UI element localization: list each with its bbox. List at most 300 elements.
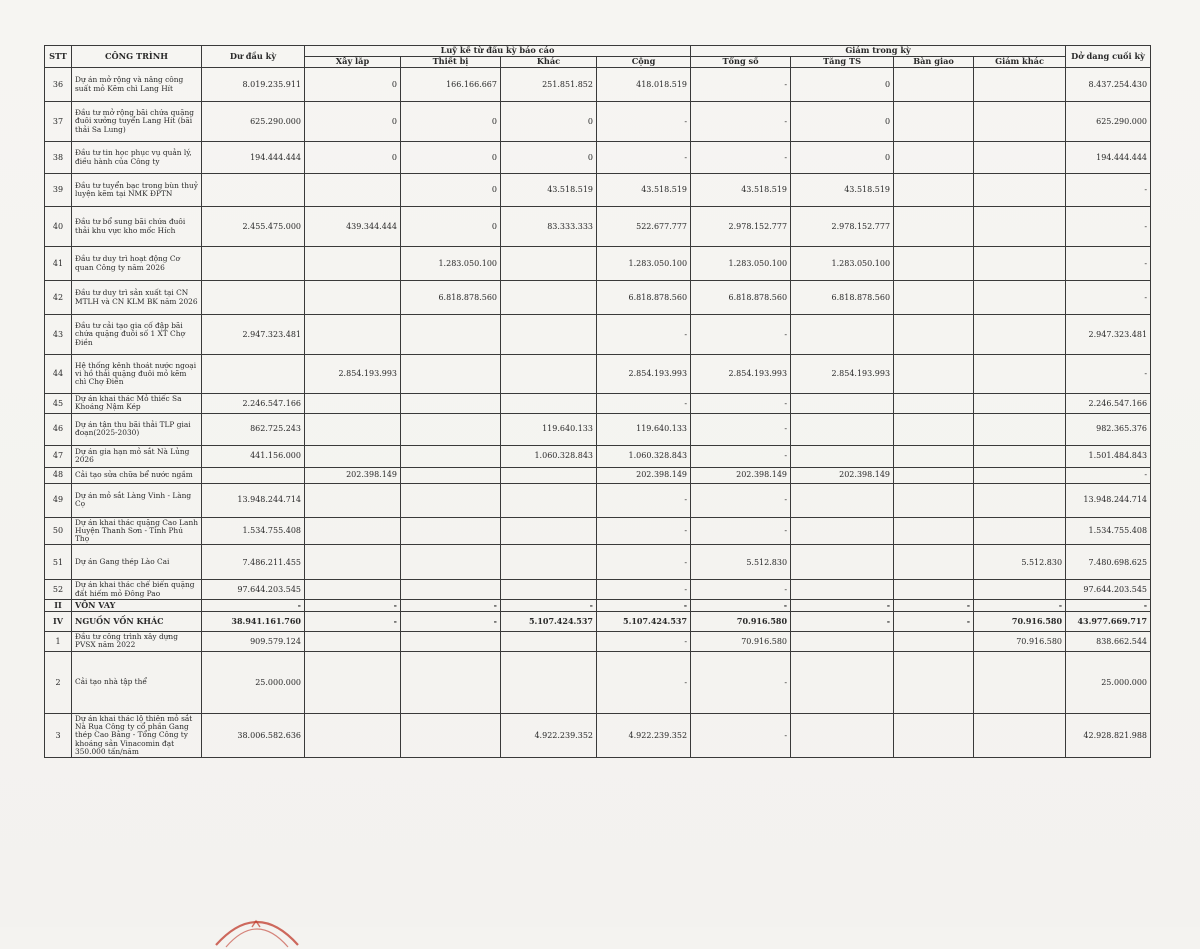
construction-cell: [305, 580, 401, 600]
equipment-cell: 0: [401, 174, 501, 207]
decrease-total-cell: -: [691, 713, 791, 757]
table-row: [45, 102, 1151, 142]
handover-cell: [894, 580, 974, 600]
handover-cell: [894, 142, 974, 174]
table-row: [45, 142, 1151, 174]
closing-balance-cell: 25.000.000: [1066, 651, 1151, 713]
other-cell: [501, 467, 597, 483]
equipment-cell: [401, 355, 501, 394]
closing-balance-cell: -: [1066, 247, 1151, 281]
handover-cell: [894, 545, 974, 580]
table-row: [45, 599, 1151, 611]
equipment-cell: [401, 413, 501, 445]
construction-cell: 2.854.193.993: [305, 355, 401, 394]
closing-balance-cell: 97.644.203.545: [1066, 580, 1151, 600]
table-row: [45, 68, 1151, 102]
asset-increase-cell: [791, 580, 894, 600]
stt-cell: 51: [45, 545, 72, 580]
construction-cell: [305, 413, 401, 445]
total-cell: 6.818.878.560: [597, 281, 691, 315]
project-name-cell: Dự án mỏ sắt Làng Vinh - Làng Cọ: [72, 483, 202, 517]
total-cell: -: [597, 651, 691, 713]
project-name-cell: Đầu tư cải tạo gia cố đập bãi chứa quặng đuôi số 1 XT Chợ Điền: [72, 315, 202, 355]
stt-cell: 36: [45, 68, 72, 102]
equipment-cell: [401, 713, 501, 757]
handover-cell: [894, 651, 974, 713]
opening-balance-cell: -: [202, 599, 305, 611]
table-row: [45, 394, 1151, 414]
other-decrease-cell: 5.512.830: [974, 545, 1066, 580]
opening-balance-cell: 862.725.243: [202, 413, 305, 445]
handover-cell: [894, 483, 974, 517]
decrease-total-cell: 2.854.193.993: [691, 355, 791, 394]
project-name-cell: Dự án khai thác quặng Cao Lanh Huyện Thanh Sơn - Tỉnh Phú Thọ: [72, 517, 202, 545]
decrease-total-cell: 202.398.149: [691, 467, 791, 483]
decrease-total-cell: 1.283.050.100: [691, 247, 791, 281]
closing-balance-cell: 1.501.484.843: [1066, 445, 1151, 467]
equipment-cell: [401, 315, 501, 355]
project-name-cell: Dự án khai thác chế biến quặng đất hiếm mỏ Đông Pao: [72, 580, 202, 600]
closing-balance-cell: -: [1066, 599, 1151, 611]
stt-cell: 44: [45, 355, 72, 394]
asset-increase-cell: [791, 445, 894, 467]
total-cell: -: [597, 580, 691, 600]
opening-balance-cell: 7.486.211.455: [202, 545, 305, 580]
handover-cell: [894, 281, 974, 315]
other-decrease-cell: [974, 281, 1066, 315]
equipment-cell: [401, 394, 501, 414]
equipment-cell: [401, 545, 501, 580]
handover-cell: [894, 174, 974, 207]
decrease-total-cell: -: [691, 483, 791, 517]
table-row: [45, 247, 1151, 281]
closing-balance-cell: 625.290.000: [1066, 102, 1151, 142]
opening-balance-cell: 38.006.582.636: [202, 713, 305, 757]
stt-cell: 46: [45, 413, 72, 445]
construction-cell: [305, 174, 401, 207]
closing-balance-cell: -: [1066, 467, 1151, 483]
total-cell: -: [597, 545, 691, 580]
total-cell: 5.107.424.537: [597, 612, 691, 632]
equipment-cell: 6.818.878.560: [401, 281, 501, 315]
closing-balance-cell: 2.246.547.166: [1066, 394, 1151, 414]
asset-increase-cell: [791, 413, 894, 445]
handover-cell: [894, 632, 974, 652]
asset-increase-cell: -: [791, 612, 894, 632]
decrease-total-cell: -: [691, 445, 791, 467]
project-name-cell: Dự án mở rộng và nâng công suất mỏ Kẽm chì Lang Hít: [72, 68, 202, 102]
header-thiet-bi: Thiết bị: [401, 57, 501, 68]
decrease-total-cell: -: [691, 517, 791, 545]
asset-increase-cell: 0: [791, 68, 894, 102]
other-decrease-cell: -: [974, 599, 1066, 611]
total-cell: 2.854.193.993: [597, 355, 691, 394]
other-decrease-cell: [974, 68, 1066, 102]
project-name-cell: Đầu tư duy trì sản xuất tại CN MTLH và CN KLM BK năm 2026: [72, 281, 202, 315]
total-cell: -: [597, 599, 691, 611]
stt-cell: 37: [45, 102, 72, 142]
table-row: [45, 545, 1151, 580]
other-cell: [501, 517, 597, 545]
decrease-total-cell: -: [691, 102, 791, 142]
project-name-cell: Đầu tư tuyển bạc trong bùn thuỷ luyện kẽm tại NMK ĐPTN: [72, 174, 202, 207]
decrease-total-cell: 5.512.830: [691, 545, 791, 580]
handover-cell: [894, 247, 974, 281]
other-cell: [501, 394, 597, 414]
asset-increase-cell: [791, 713, 894, 757]
equipment-cell: [401, 445, 501, 467]
table-row: [45, 207, 1151, 247]
construction-cell: [305, 445, 401, 467]
other-decrease-cell: [974, 651, 1066, 713]
stt-cell: 2: [45, 651, 72, 713]
equipment-cell: -: [401, 599, 501, 611]
asset-increase-cell: [791, 632, 894, 652]
closing-balance-cell: 838.662.544: [1066, 632, 1151, 652]
stt-cell: 42: [45, 281, 72, 315]
table-row: [45, 355, 1151, 394]
stt-cell: 39: [45, 174, 72, 207]
project-name-cell: NGUỒN VỐN KHÁC: [72, 612, 202, 632]
stt-cell: 45: [45, 394, 72, 414]
construction-ledger-table: [44, 45, 1151, 758]
table-row: [45, 315, 1151, 355]
opening-balance-cell: 2.246.547.166: [202, 394, 305, 414]
handover-cell: [894, 207, 974, 247]
equipment-cell: [401, 467, 501, 483]
asset-increase-cell: [791, 651, 894, 713]
closing-balance-cell: 2.947.323.481: [1066, 315, 1151, 355]
project-name-cell: Hệ thống kênh thoát nước ngoại vi hồ thải quặng đuôi mỏ kẽm chì Chợ Điền: [72, 355, 202, 394]
asset-increase-cell: [791, 483, 894, 517]
other-cell: [501, 632, 597, 652]
equipment-cell: [401, 483, 501, 517]
other-cell: 5.107.424.537: [501, 612, 597, 632]
closing-balance-cell: 982.365.376: [1066, 413, 1151, 445]
total-cell: -: [597, 632, 691, 652]
closing-balance-cell: -: [1066, 355, 1151, 394]
opening-balance-cell: [202, 247, 305, 281]
asset-increase-cell: [791, 394, 894, 414]
other-decrease-cell: [974, 580, 1066, 600]
opening-balance-cell: [202, 281, 305, 315]
other-cell: [501, 355, 597, 394]
construction-cell: [305, 651, 401, 713]
asset-increase-cell: 202.398.149: [791, 467, 894, 483]
other-cell: -: [501, 599, 597, 611]
equipment-cell: 0: [401, 207, 501, 247]
closing-balance-cell: 194.444.444: [1066, 142, 1151, 174]
closing-balance-cell: 1.534.755.408: [1066, 517, 1151, 545]
opening-balance-cell: 1.534.755.408: [202, 517, 305, 545]
construction-cell: [305, 713, 401, 757]
opening-balance-cell: [202, 174, 305, 207]
table-row: [45, 483, 1151, 517]
stt-cell: 3: [45, 713, 72, 757]
handover-cell: [894, 102, 974, 142]
opening-balance-cell: 8.019.235.911: [202, 68, 305, 102]
total-cell: -: [597, 102, 691, 142]
project-name-cell: Dự án Gang thép Lào Cai: [72, 545, 202, 580]
other-decrease-cell: [974, 142, 1066, 174]
header-cong-trinh: CÔNG TRÌNH: [72, 46, 202, 68]
decrease-total-cell: 43.518.519: [691, 174, 791, 207]
stt-cell: 48: [45, 467, 72, 483]
construction-cell: [305, 315, 401, 355]
stt-cell: 50: [45, 517, 72, 545]
other-decrease-cell: [974, 467, 1066, 483]
project-name-cell: Đầu tư bổ sung bãi chứa đuôi thải khu vực kho mốc Hích: [72, 207, 202, 247]
other-decrease-cell: 70.916.580: [974, 612, 1066, 632]
opening-balance-cell: 2.947.323.481: [202, 315, 305, 355]
other-cell: 4.922.239.352: [501, 713, 597, 757]
equipment-cell: [401, 517, 501, 545]
asset-increase-cell: 0: [791, 142, 894, 174]
opening-balance-cell: 194.444.444: [202, 142, 305, 174]
construction-cell: 202.398.149: [305, 467, 401, 483]
table-row: [45, 413, 1151, 445]
project-name-cell: Dự án khai thác Mỏ thiếc Sa Khoáng Nậm Kép: [72, 394, 202, 414]
closing-balance-cell: 7.480.698.625: [1066, 545, 1151, 580]
decrease-total-cell: 6.818.878.560: [691, 281, 791, 315]
header-tong-so: Tổng số: [691, 57, 791, 68]
handover-cell: [894, 315, 974, 355]
handover-cell: -: [894, 599, 974, 611]
other-decrease-cell: [974, 713, 1066, 757]
total-cell: 202.398.149: [597, 467, 691, 483]
table-row: [45, 445, 1151, 467]
other-cell: 83.333.333: [501, 207, 597, 247]
decrease-total-cell: -: [691, 394, 791, 414]
total-cell: -: [597, 142, 691, 174]
other-cell: 0: [501, 102, 597, 142]
construction-cell: [305, 281, 401, 315]
opening-balance-cell: 25.000.000: [202, 651, 305, 713]
project-name-cell: Dự án tận thu bãi thải TLP giai đoạn(2025-2030): [72, 413, 202, 445]
construction-cell: -: [305, 612, 401, 632]
decrease-total-cell: -: [691, 413, 791, 445]
stt-cell: II: [45, 599, 72, 611]
total-cell: 1.283.050.100: [597, 247, 691, 281]
project-name-cell: Đầu tư tin học phục vụ quản lý, điều hành của Công ty: [72, 142, 202, 174]
other-cell: [501, 651, 597, 713]
other-cell: 0: [501, 142, 597, 174]
total-cell: -: [597, 315, 691, 355]
equipment-cell: 0: [401, 142, 501, 174]
other-decrease-cell: [974, 355, 1066, 394]
other-decrease-cell: 70.916.580: [974, 632, 1066, 652]
closing-balance-cell: 8.437.254.430: [1066, 68, 1151, 102]
header-xay-lap: Xây lắp: [305, 57, 401, 68]
header-ban-giao: Bàn giao: [894, 57, 974, 68]
header-do-dang-cuoi-ky: Dở dang cuối kỳ: [1066, 46, 1151, 68]
decrease-total-cell: 70.916.580: [691, 612, 791, 632]
table-row: [45, 651, 1151, 713]
total-cell: 4.922.239.352: [597, 713, 691, 757]
table-row: [45, 281, 1151, 315]
construction-cell: 0: [305, 142, 401, 174]
stt-cell: 43: [45, 315, 72, 355]
total-cell: 418.018.519: [597, 68, 691, 102]
equipment-cell: [401, 580, 501, 600]
stt-cell: 38: [45, 142, 72, 174]
project-name-cell: VỐN VAY: [72, 599, 202, 611]
header-stt: STT: [45, 46, 72, 68]
header-luy-ke: Luỹ kế từ đầu kỳ báo cáo: [305, 46, 691, 57]
header-tang-ts: Tăng TS: [791, 57, 894, 68]
closing-balance-cell: -: [1066, 174, 1151, 207]
handover-cell: [894, 467, 974, 483]
header-cong: Cộng: [597, 57, 691, 68]
decrease-total-cell: -: [691, 580, 791, 600]
equipment-cell: 166.166.667: [401, 68, 501, 102]
equipment-cell: [401, 632, 501, 652]
asset-increase-cell: -: [791, 599, 894, 611]
other-cell: 1.060.328.843: [501, 445, 597, 467]
table-row: [45, 517, 1151, 545]
other-decrease-cell: [974, 174, 1066, 207]
ledger-body: [45, 68, 1151, 758]
opening-balance-cell: [202, 467, 305, 483]
stt-cell: 52: [45, 580, 72, 600]
handover-cell: [894, 355, 974, 394]
construction-cell: [305, 517, 401, 545]
stt-cell: 49: [45, 483, 72, 517]
other-cell: [501, 247, 597, 281]
other-decrease-cell: [974, 394, 1066, 414]
construction-cell: [305, 632, 401, 652]
other-cell: [501, 483, 597, 517]
construction-cell: -: [305, 599, 401, 611]
equipment-cell: [401, 651, 501, 713]
project-name-cell: Dự án gia hạn mỏ sắt Nà Lủng 2026: [72, 445, 202, 467]
other-cell: [501, 580, 597, 600]
other-decrease-cell: [974, 207, 1066, 247]
total-cell: 43.518.519: [597, 174, 691, 207]
other-decrease-cell: [974, 483, 1066, 517]
closing-balance-cell: 42.928.821.988: [1066, 713, 1151, 757]
construction-cell: 0: [305, 102, 401, 142]
construction-cell: [305, 483, 401, 517]
asset-increase-cell: [791, 517, 894, 545]
stt-cell: 1: [45, 632, 72, 652]
handover-cell: [894, 68, 974, 102]
table-row: [45, 174, 1151, 207]
construction-cell: [305, 394, 401, 414]
total-cell: 1.060.328.843: [597, 445, 691, 467]
construction-cell: [305, 545, 401, 580]
header-giam-khac: Giảm khác: [974, 57, 1066, 68]
opening-balance-cell: 441.156.000: [202, 445, 305, 467]
project-name-cell: Đầu tư công trình xây dựng PVSX năm 2022: [72, 632, 202, 652]
other-decrease-cell: [974, 315, 1066, 355]
table-row: [45, 580, 1151, 600]
other-cell: [501, 315, 597, 355]
stt-cell: 47: [45, 445, 72, 467]
project-name-cell: Đầu tư mở rộng bãi chứa quặng đuôi xưởng tuyển Lang Hít (bãi thải Sa Lung): [72, 102, 202, 142]
project-name-cell: Dự án khai thác lộ thiên mỏ sắt Nà Rụa Công ty cổ phần Gang thép Cao Bằng - Tổng Công ty khoáng sản Vinacomin đạt 350.000 tấn/năm: [72, 713, 202, 757]
other-cell: 43.518.519: [501, 174, 597, 207]
other-decrease-cell: [974, 413, 1066, 445]
other-cell: [501, 281, 597, 315]
total-cell: 522.677.777: [597, 207, 691, 247]
equipment-cell: -: [401, 612, 501, 632]
decrease-total-cell: -: [691, 142, 791, 174]
stt-cell: 40: [45, 207, 72, 247]
stt-cell: 41: [45, 247, 72, 281]
total-cell: 119.640.133: [597, 413, 691, 445]
asset-increase-cell: [791, 315, 894, 355]
other-cell: [501, 545, 597, 580]
asset-increase-cell: 0: [791, 102, 894, 142]
total-cell: -: [597, 483, 691, 517]
header-du-dau-ky: Dư đầu kỳ: [202, 46, 305, 68]
opening-balance-cell: [202, 355, 305, 394]
handover-cell: [894, 445, 974, 467]
closing-balance-cell: 13.948.244.714: [1066, 483, 1151, 517]
decrease-total-cell: -: [691, 599, 791, 611]
handover-cell: [894, 413, 974, 445]
other-decrease-cell: [974, 247, 1066, 281]
table-row: [45, 632, 1151, 652]
closing-balance-cell: -: [1066, 207, 1151, 247]
opening-balance-cell: 97.644.203.545: [202, 580, 305, 600]
construction-cell: [305, 247, 401, 281]
asset-increase-cell: [791, 545, 894, 580]
header-khac: Khác: [501, 57, 597, 68]
handover-cell: -: [894, 612, 974, 632]
other-decrease-cell: [974, 517, 1066, 545]
decrease-total-cell: 70.916.580: [691, 632, 791, 652]
project-name-cell: Cải tạo sửa chữa bể nước ngầm: [72, 467, 202, 483]
construction-cell: 439.344.444: [305, 207, 401, 247]
equipment-cell: 0: [401, 102, 501, 142]
table-row: [45, 467, 1151, 483]
asset-increase-cell: 6.818.878.560: [791, 281, 894, 315]
handover-cell: [894, 713, 974, 757]
closing-balance-cell: -: [1066, 281, 1151, 315]
project-name-cell: Đầu tư duy trì hoạt động Cơ quan Công ty năm 2026: [72, 247, 202, 281]
red-stamp-seal: [212, 905, 302, 949]
table-row: [45, 612, 1151, 632]
asset-increase-cell: 43.518.519: [791, 174, 894, 207]
closing-balance-cell: 43.977.669.717: [1066, 612, 1151, 632]
opening-balance-cell: 38.941.161.760: [202, 612, 305, 632]
handover-cell: [894, 394, 974, 414]
decrease-total-cell: -: [691, 315, 791, 355]
total-cell: -: [597, 517, 691, 545]
asset-increase-cell: 1.283.050.100: [791, 247, 894, 281]
opening-balance-cell: 2.455.475.000: [202, 207, 305, 247]
other-cell: 251.851.852: [501, 68, 597, 102]
handover-cell: [894, 517, 974, 545]
opening-balance-cell: 625.290.000: [202, 102, 305, 142]
opening-balance-cell: 13.948.244.714: [202, 483, 305, 517]
header-giam-trong-ky: Giảm trong kỳ: [691, 46, 1066, 57]
opening-balance-cell: 909.579.124: [202, 632, 305, 652]
asset-increase-cell: 2.978.152.777: [791, 207, 894, 247]
other-cell: 119.640.133: [501, 413, 597, 445]
other-decrease-cell: [974, 445, 1066, 467]
asset-increase-cell: 2.854.193.993: [791, 355, 894, 394]
stt-cell: IV: [45, 612, 72, 632]
construction-cell: 0: [305, 68, 401, 102]
other-decrease-cell: [974, 102, 1066, 142]
total-cell: -: [597, 394, 691, 414]
decrease-total-cell: -: [691, 68, 791, 102]
table-row: [45, 713, 1151, 757]
project-name-cell: Cải tạo nhà tập thể: [72, 651, 202, 713]
